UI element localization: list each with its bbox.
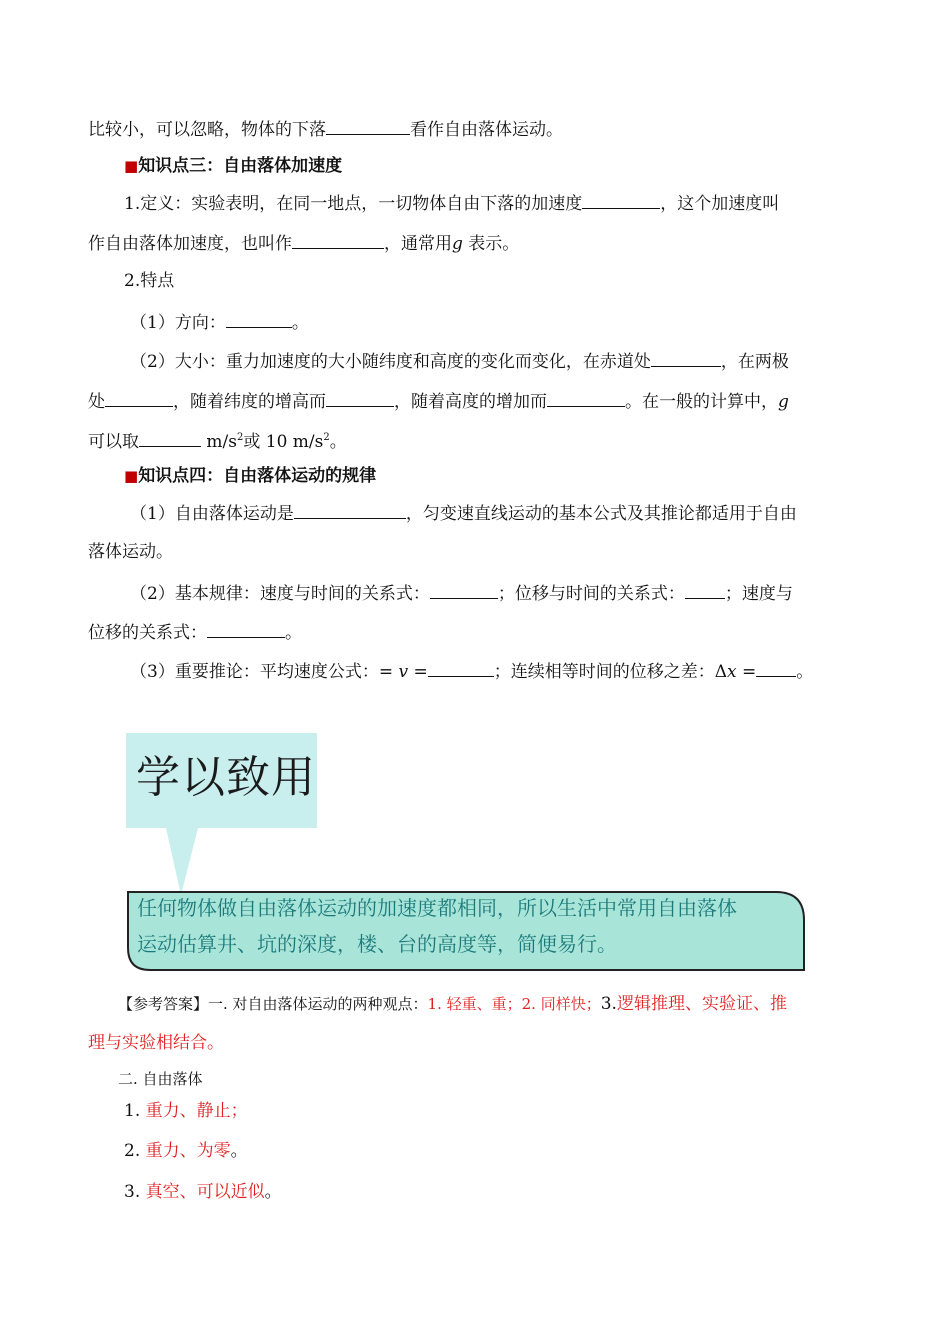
text: ；连续相等时间的位移之差：Δ [493, 662, 728, 682]
text: 。在一般的计算中， [625, 392, 778, 412]
text: ，这个加速度叫 [660, 194, 780, 214]
text: ，随着纬度的增高而 [173, 392, 326, 412]
text: ；速度与 [724, 584, 793, 604]
superscript: 2 [236, 432, 244, 443]
text: 1.定义：实验表明，在同一地点，一切物体自由下落的加速度 [124, 194, 583, 214]
text: = [736, 662, 757, 682]
text: = [408, 662, 428, 682]
text: 看作自由落体运动。 [410, 120, 563, 140]
symbol-g: g [778, 392, 789, 412]
text: （3）重要推论：平均速度公式： [130, 662, 379, 682]
callout-title: 学以致用 [136, 752, 316, 803]
text: 表示。 [468, 234, 520, 254]
answer-text: 逻辑推理、实验证、推 [616, 994, 787, 1014]
text: ，匀变速直线运动的基本公式及其推论都适用于自由 [405, 504, 797, 524]
square-bullet-icon: ■ [124, 467, 139, 485]
heading-text: 知识点四：自由落体运动的规律 [138, 466, 377, 486]
answer-label: 【参考答案】一. 对自由落体运动的两种观点： [118, 995, 428, 1013]
text: 。 [264, 1182, 282, 1202]
item-number: 3. [124, 1182, 141, 1202]
answer-line-1 [118, 992, 868, 1016]
section-label: 二. 自由落体 [118, 1070, 203, 1088]
symbol-v: v [398, 662, 409, 682]
text: 作自由落体加速度，也叫作 [88, 234, 292, 254]
text: 。 [230, 1141, 248, 1161]
text: 。 [796, 662, 814, 682]
answer-item-1 [124, 1099, 904, 1123]
answer-number: 3. [600, 994, 617, 1014]
answer-item-2 [124, 1139, 904, 1163]
text: ；位移与时间的关系式： [497, 584, 685, 604]
text: 。 [291, 313, 309, 333]
square-bullet-icon: ■ [124, 157, 139, 175]
speech-tail [166, 828, 198, 895]
text: 位移的关系式： [88, 623, 207, 643]
callout-text-line-2: 运动估算井、坑的深度，楼、台的高度等，简便易行。 [137, 932, 617, 956]
text: （2）大小：重力加速度的大小随纬度和高度的变化而变化，在赤道处 [130, 352, 651, 372]
item-number: 1. [124, 1101, 141, 1121]
text: 。 [285, 623, 302, 643]
answer-item-3 [124, 1180, 904, 1204]
text: （2）基本规律：速度与时间的关系式： [130, 584, 430, 604]
answer-text: 重力、静止； [145, 1101, 248, 1121]
text: 比较小，可以忽略，物体的下落 [88, 120, 326, 140]
answer-line-2 [88, 1031, 868, 1055]
answer-text: 1. 轻重、重；2. 同样快； [427, 995, 601, 1013]
text: ，在两极 [720, 352, 789, 372]
symbol-g: g [452, 234, 463, 254]
text: 落体运动。 [88, 542, 173, 562]
answer-section-2 [118, 1067, 898, 1091]
text: = [378, 662, 399, 682]
text: 可以取 [88, 432, 139, 452]
callout-text-line-1: 任何物体做自由落体运动的加速度都相同，所以生活中常用自由落体 [137, 896, 737, 920]
symbol-x: x [727, 662, 737, 682]
answer-text: 重力、为零 [145, 1141, 231, 1161]
text: （1）自由落体运动是 [130, 504, 294, 524]
answer-text: 理与实验相结合。 [88, 1033, 224, 1053]
text: ，通常用 [384, 234, 452, 254]
item-number: 2. [124, 1141, 141, 1161]
text: 2.特点 [124, 271, 175, 291]
text: ，随着高度的增加而 [394, 392, 547, 412]
answer-text: 真空、可以近似 [145, 1182, 265, 1202]
text: （1）方向： [130, 313, 226, 333]
superscript: 2 [323, 432, 330, 443]
text: 。 [329, 432, 347, 452]
heading-text: 知识点三：自由落体加速度 [138, 156, 343, 176]
unit: m/s [206, 432, 237, 452]
text: 处 [88, 392, 105, 412]
text: 或 10 m/s [243, 432, 324, 452]
